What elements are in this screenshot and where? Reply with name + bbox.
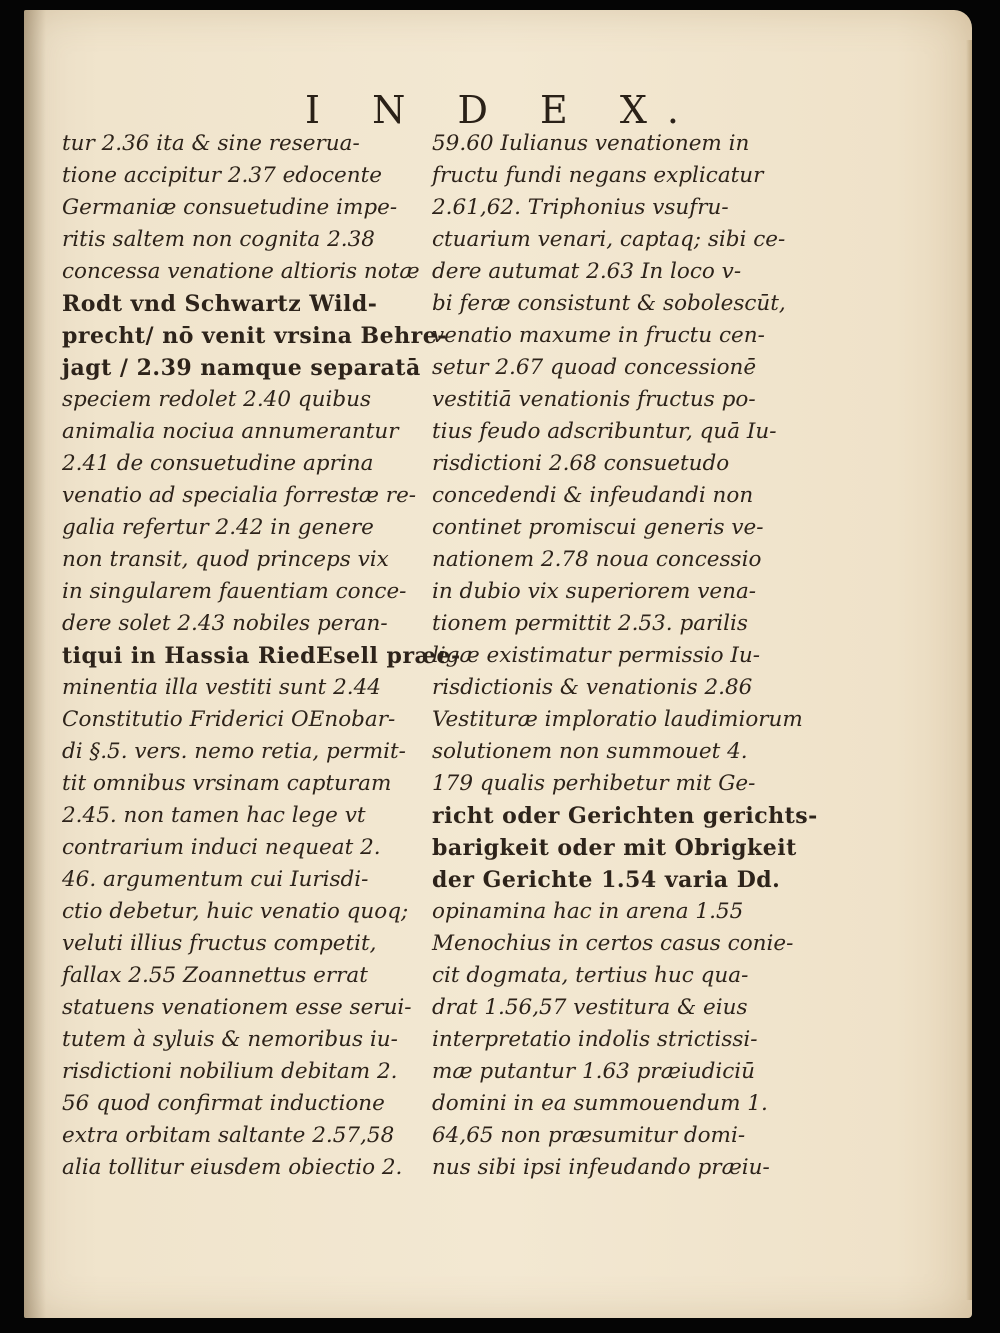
index-line: contrarium induci nequeat 2. (62, 835, 381, 860)
index-line: statuens venationem esse serui- (62, 995, 412, 1020)
index-line: 46. argumentum cui Iurisdi- (62, 867, 369, 892)
index-line: speciem redolet 2.40 quibus (62, 387, 371, 412)
index-line: 2.41 de consuetudine aprina (62, 451, 374, 476)
index-line: ligæ existimatur permissio Iu- (432, 643, 760, 668)
index-line: risdictionis & venationis 2.86 (432, 675, 753, 700)
index-line: tionem permittit 2.53. parilis (432, 611, 748, 636)
index-line: mæ putantur 1.63 præiudiciū (432, 1059, 756, 1084)
index-line: precht/ nō venit vrsina Behre- (62, 323, 447, 349)
index-line: domini in ea summouendum 1. (432, 1091, 768, 1116)
index-line: Constitutio Friderici OEnobar- (62, 707, 396, 732)
index-line: opinamina hac in arena 1.55 (432, 899, 744, 924)
page-heading: I N D E X. (305, 88, 699, 132)
index-line: 56 quod confirmat inductione (62, 1091, 385, 1116)
index-line: minentia illa vestiti sunt 2.44 (62, 675, 381, 700)
index-line: fallax 2.55 Zoannettus errat (62, 963, 368, 988)
index-line: tius feudo adscribuntur, quā Iu- (432, 419, 777, 444)
index-line: dere solet 2.43 nobiles peran- (62, 611, 388, 636)
index-line: vestitiā venationis fructus po- (432, 387, 756, 412)
index-line: drat 1.56,57 vestitura & eius (432, 995, 748, 1020)
index-line: fructu fundi negans explicatur (432, 163, 764, 188)
index-line: risdictioni nobilium debitam 2. (62, 1059, 398, 1084)
index-line: ctio debetur, huic venatio quoq; (62, 899, 409, 924)
index-line: barigkeit oder mit Obrigkeit (432, 835, 797, 861)
index-line: veluti illius fructus competit, (62, 931, 377, 956)
index-line: animalia nociua annumerantur (62, 419, 399, 444)
index-line: tit omnibus vrsinam capturam (62, 771, 392, 796)
index-line: Menochius in certos casus conie- (432, 931, 794, 956)
index-line: cit dogmata, tertius huc qua- (432, 963, 749, 988)
index-line: risdictioni 2.68 consuetudo (432, 451, 730, 476)
page-edge (966, 40, 972, 1300)
index-line: venatio maxume in fructu cen- (432, 323, 765, 348)
index-line: ctuarium venari, captaq; sibi ce- (432, 227, 786, 252)
index-line: der Gerichte 1.54 varia Dd. (432, 867, 781, 893)
index-line: nus sibi ipsi infeudando præiu- (432, 1155, 770, 1180)
index-line: galia refertur 2.42 in genere (62, 515, 374, 540)
left-index-column (62, 128, 461, 1184)
index-line: alia tollitur eiusdem obiectio 2. (62, 1155, 403, 1180)
index-line: continet promiscui generis ve- (432, 515, 764, 540)
index-line: non transit, quod princeps vix (62, 547, 389, 572)
index-line: richt oder Gerichten gerichts- (432, 803, 818, 829)
index-line: di §.5. vers. nemo retia, permit- (62, 739, 406, 764)
index-line: setur 2.67 quoad concessionē (432, 355, 757, 380)
index-line: jagt / 2.39 namque separatā (62, 355, 421, 381)
index-line: venatio ad specialia forrestæ re- (62, 483, 417, 508)
index-line: in dubio vix superiorem vena- (432, 579, 757, 604)
index-line: dere autumat 2.63 In loco v- (432, 259, 742, 284)
index-line: tutem à syluis & nemoribus iu- (62, 1027, 398, 1052)
index-line: concessa venatione altioris notæ (62, 259, 420, 284)
gutter-shadow (24, 10, 46, 1318)
index-line: ritis saltem non cognita 2.38 (62, 227, 375, 252)
index-line: extra orbitam saltante 2.57,58 (62, 1123, 395, 1148)
index-line: in singularem fauentiam conce- (62, 579, 407, 604)
index-line: tiqui in Hassia RiedEsell præe- (62, 643, 461, 669)
index-line: Rodt vnd Schwartz Wild- (62, 291, 378, 317)
index-line: 64,65 non præsumitur domi- (432, 1123, 746, 1148)
index-line: bi feræ consistunt & sobolescūt, (432, 291, 786, 316)
index-line: 2.45. non tamen hac lege vt (62, 803, 366, 828)
index-line: nationem 2.78 noua concessio (432, 547, 762, 572)
index-line: Germaniæ consuetudine impe- (62, 195, 398, 220)
index-line: Vestituræ imploratio laudimiorum (432, 707, 803, 732)
index-line: 59.60 Iulianus venationem in (432, 131, 750, 156)
index-line: concedendi & infeudandi non (432, 483, 754, 508)
index-line: 179 qualis perhibetur mit Ge- (432, 771, 756, 796)
index-line: solutionem non summouet 4. (432, 739, 748, 764)
index-line: tur 2.36 ita & sine reserua- (62, 131, 360, 156)
index-line: tione accipitur 2.37 edocente (62, 163, 382, 188)
index-line: 2.61,62. Triphonius vsufru- (432, 195, 729, 220)
index-line: interpretatio indolis strictissi- (432, 1027, 758, 1052)
right-index-column (432, 128, 818, 1184)
